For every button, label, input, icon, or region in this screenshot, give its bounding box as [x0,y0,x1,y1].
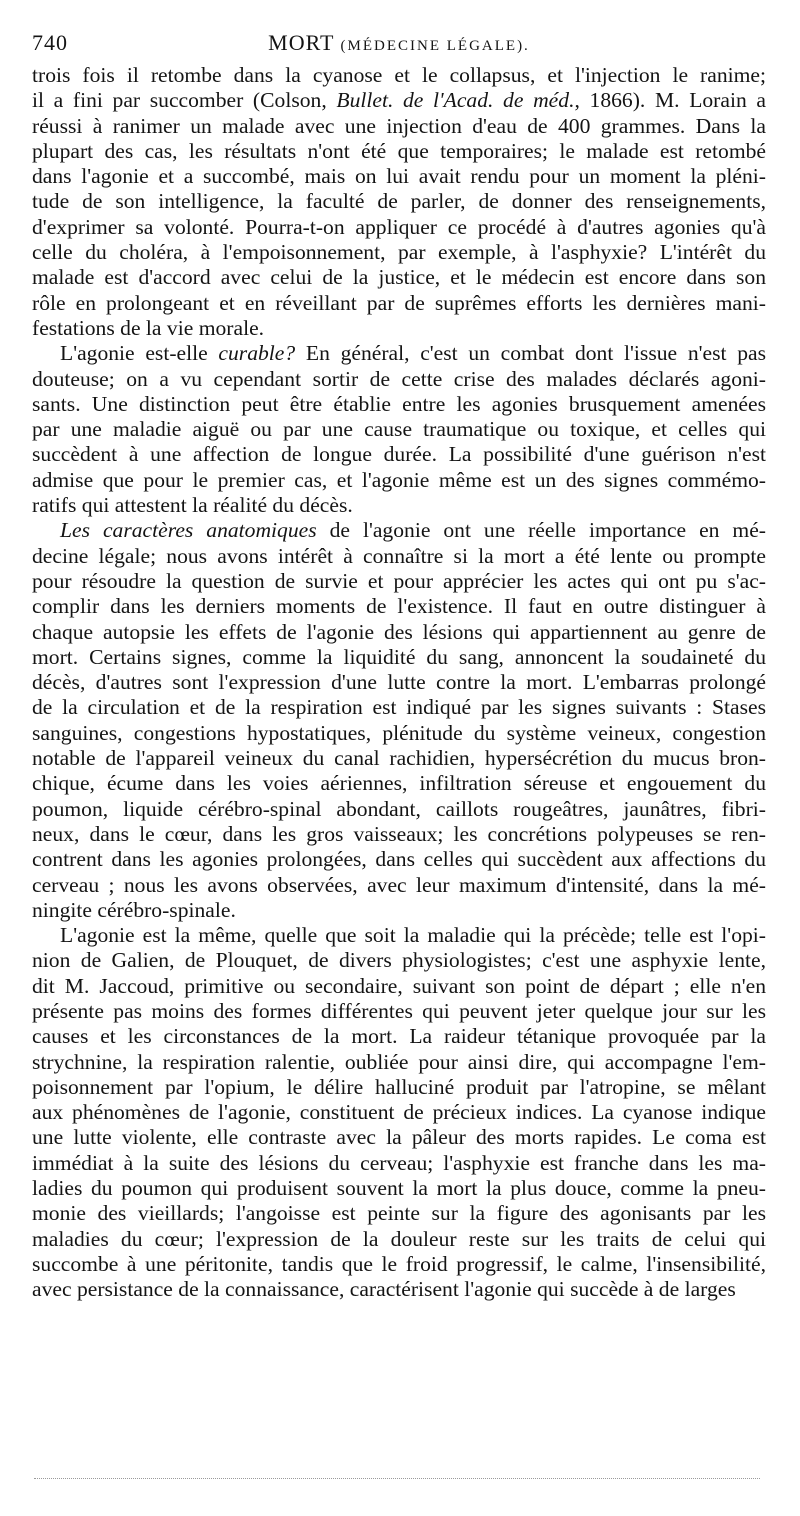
running-title [32,30,766,56]
text-line: dit M. Jaccoud, primitive ou secondaire, suivant son point de départ ; elle n'en [32,973,766,998]
text-line: tude de son intelligence, la faculté de parler, de donner des renseignements, [32,189,766,214]
text-line: il a fini par succomber (Colson, Bullet. de l'Acad. de méd., 1866). M. Lorain a [32,88,766,113]
text-line: neux, dans le cœur, dans les gros vaisseaux; les concrétions polypeuses se ren- [32,821,766,846]
text-line: par une maladie aiguë ou par une cause traumatique ou toxique, et celles qui [32,417,766,442]
text-line: de la circulation et de la respiration est indiqué par les signes suivants : Stases [32,695,766,720]
text-line: douteuse; on a vu cependant sortir de cette crise des malades déclarés agoni- [32,366,766,391]
text-line: celle du choléra, à l'empoisonnement, par exemple, à l'asphyxie? L'intérêt du [32,240,766,265]
text-line: ladies du poumon qui produisent souvent la mort la plus douce, comme la pneu- [32,1176,766,1201]
text-line: succèdent à une affection de longue durée. La possibilité d'une guérison n'est [32,442,766,467]
text-line: trois fois il retombe dans la cyanose et le collapsus, et l'injection le ranime; [32,63,766,87]
text-line: plupart des cas, les résultats n'ont été que temporaires; le malade est retombé [32,138,766,163]
text-line: aux phénomènes de l'agonie, constituent de précieux indices. La cyanose indique [32,1100,766,1125]
text-line: admise que pour le premier cas, et l'agonie même est un des signes commémo- [32,467,766,492]
text-line: avec persistance de la connaissance, caractérisent l'agonie qui succède à de larges [32,1277,736,1302]
running-title-subtitle: (MÉDECINE LÉGALE). [340,38,530,54]
text-line: succombe à une péritonite, tandis que le froid progressif, le calme, l'insensibilité, [32,1251,766,1276]
text-line: d'exprimer sa volonté. Pourra-t-on appliquer ce procédé à d'autres agonies qu'à [32,214,766,239]
text-line: sants. Une distinction peut être établie entre les agonies brusquement amenées [32,391,766,416]
text-line: decine légale; nous avons intérêt à connaître si la mort a été lente ou prompte [32,543,766,568]
text-line: chique, écume dans les voies aériennes, infiltration séreuse et engouement du [32,771,766,796]
text-line: pour résoudre la question de survie et pour apprécier les actes qui ont pu s'ac- [32,568,766,593]
text-line: mort. Certains signes, comme la liquidité du sang, annoncent la soudaineté du [32,644,766,669]
italic-phrase: Les caractères anatomiques [60,518,317,543]
text-line: Les caractères anatomiques de l'agonie ont une réelle importance en mé- [60,518,766,543]
text-line: poisonnement par l'opium, le délire halluciné produit par l'atropine, se mêlant [32,1074,766,1099]
page-number: 740 [32,30,68,55]
text-line: strychnine, la respiration ralentie, oubliée pour ainsi dire, qui accompagne l'em- [32,1049,766,1074]
text-line: sanguines, congestions hypostatiques, plénitude du système veineux, congestion [32,720,766,745]
text-line: ratifs qui attestent la réalité du décès. [32,493,353,518]
text-line: contrent dans les agonies prolongées, dans celles qui succèdent aux affections du [32,847,766,872]
running-title-main: MORT [268,30,335,55]
running-header [32,30,766,60]
text-line: L'agonie est la même, quelle que soit la maladie qui la précède; telle est l'opi- [60,923,766,948]
text-line: malade est d'accord avec celui de la justice, et le médecin est encore dans son [32,265,766,290]
text-line: une lutte violente, elle contraste avec la pâleur des morts rapides. Le coma est [32,1125,766,1150]
text-line: notable de l'appareil veineux du canal rachidien, hypersécrétion du mucus bron- [32,746,766,771]
text-line: cerveau ; nous les avons observées, avec leur maximum d'intensité, dans la mé- [32,872,766,897]
page-bottom-rule [34,1478,760,1479]
text-line: maladies du cœur; l'expression de la douleur reste sur les traits de celui qui [32,1226,766,1251]
text-line: monie des vieillards; l'angoisse est peinte sur la figure des agonisants par les [32,1201,766,1226]
text-line: chaque autopsie les effets de l'agonie des lésions qui appartiennent au genre de [32,619,766,644]
text-line: présente pas moins des formes différentes qui peuvent jeter quelque jour sur les [32,998,766,1023]
text-line: nion de Galien, de Plouquet, de divers physiologistes; c'est une asphyxie lente, [32,948,766,973]
text-line: festations de la vie morale. [32,315,265,340]
text-line: complir dans les derniers moments de l'existence. Il faut en outre distinguer à [32,594,766,619]
italic-phrase: curable? [218,341,296,366]
text-line: réussi à ranimer un malade avec une injection d'eau de 400 grammes. Dans la [32,113,766,138]
italic-phrase: Bullet. de l'Acad. de méd. [336,88,575,113]
text-line: immédiat à la suite des lésions du cerveau; l'asphyxie est franche dans les ma- [32,1150,766,1175]
text-line: ningite cérébro-spinale. [32,897,236,922]
text-line: décès, d'autres sont l'expression d'une lutte contre la mort. L'embarras prolongé [32,670,766,695]
body-text [32,63,766,1303]
text-line: L'agonie est-elle curable? En général, c'est un combat dont l'issue n'est pas [60,341,766,366]
text-line: dans l'agonie et a succombé, mais on lui avait rendu pour un moment la pléni- [32,164,766,189]
text-line: poumon, liquide cérébro-spinal abondant, caillots rougeâtres, jaunâtres, fibri- [32,796,766,821]
text-line: causes et les circonstances de la mort. La raideur tétanique provoquée par la [32,1024,766,1049]
text-line: rôle en prolongeant et en réveillant par de suprêmes efforts les dernières mani- [32,290,766,315]
